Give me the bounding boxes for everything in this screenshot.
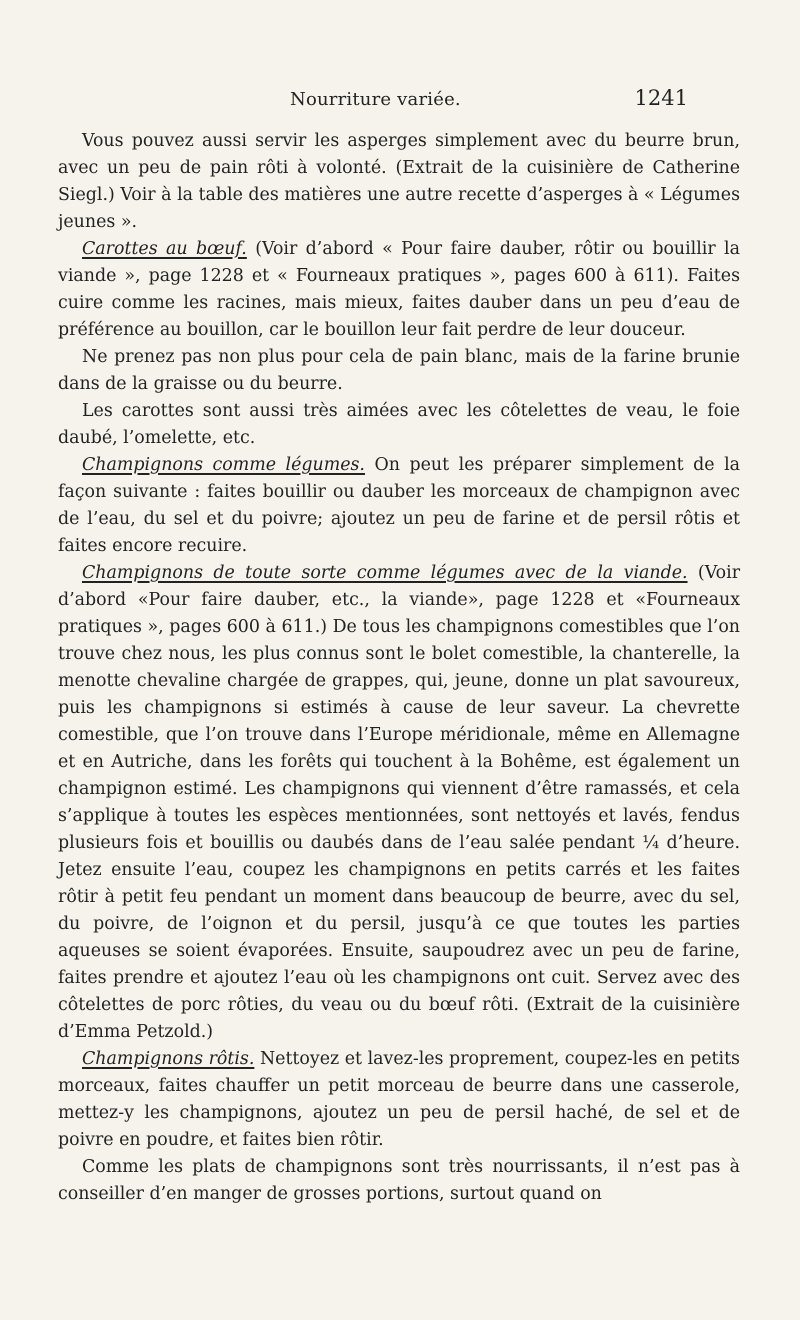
recipe-heading: Carottes au bœuf. [82,239,247,259]
paragraph-champignons-viande [58,560,740,1046]
recipe-heading: Champignons rôtis. [82,1049,255,1069]
paragraph-text: Comme les plats de champignons sont très nourrissants, il n’est pas à conseiller d’en manger de grosses portions, surtout quand on [58,1157,740,1204]
paragraph-text: Nettoyez et lavez-les proprement, coupez-les en petits morceaux, faites chauffer un petit morceau de beurre dans une casserole, mettez-y les champignons, ajoutez un peu de persil haché, de sel et de poivre en poudre, et faites bien rôtir. [58,1049,740,1150]
paragraph-asperges [58,128,740,236]
paragraph-text: (Voir d’abord «Pour faire dauber, etc., la viande», page 1228 et «Fourneaux pratiques », pages 600 à 611.) De tous les champignons comestibles que l’on trouve chez nous, les plus connus sont le bolet comestible, la chanterelle, la menotte chevaline chargée de grappes, qui, jeune, donne un plat savoureux, puis les champignons si estimés à cause de leur saveur. La chevrette comestible, que l’on trouve dans l’Europe méridionale, même en Allemagne et en Autriche, dans les forêts qui touchent à la Bohême, est également un champignon estimé. Les champignons qui viennent d’être ramassés, et cela s’applique à toutes les espèces mentionnées, sont nettoyés et lavés, fendus plusieurs fois et bouillis ou daubés dans de l’eau salée pendant ¼ d’heure. Jetez ensuite l’eau, coupez les champignons en petits carrés et les faites rôtir à petit feu pendant un moment dans beaucoup de beurre, avec du sel, du poivre, de l’oignon et du persil, jusqu’à ce que toutes les parties aqueuses se soient évaporées. Ensuite, saupoudrez avec un peu de farine, faites prendre et ajoutez l’eau où les champignons ont cuit. Servez avec des côtelettes de porc rôties, du veau ou du bœuf rôti. (Extrait de la cuisinière d’Emma Petzold.) [58,563,741,1042]
paragraph-farine [58,344,740,398]
paragraph-champignons-legumes [58,452,740,560]
paragraph-carottes [58,236,740,344]
paragraph-portions [58,1154,740,1208]
paragraph-champignons-rotis [58,1046,740,1154]
recipe-heading: Champignons de toute sorte comme légumes avec de la viande. [82,563,688,583]
page-body [58,128,740,1208]
page-number: 1241 [634,86,688,110]
paragraph-text: Ne prenez pas non plus pour cela de pain blanc, mais de la farine brunie dans de la graisse ou du beurre. [58,347,740,394]
paragraph-text: On peut les préparer simplement de la façon suivante : faites bouillir ou dauber les morceaux de champignon avec de l’eau, du sel et du poivre; ajoutez un peu de farine et de persil rôtis et faites encore recuire. [58,455,740,556]
paragraph-text: (Voir d’abord « Pour faire dauber, rôtir ou bouillir la viande », page 1228 et « Fourneaux pratiques », pages 600 à 611). Faites cuire comme les racines, mais mieux, faites dauber dans un peu d’eau de préférence au bouillon, car le bouillon leur fait perdre de leur douceur. [58,239,740,340]
paragraph-text: Vous pouvez aussi servir les asperges simplement avec du beurre brun, avec un peu de pain rôti à volonté. (Extrait de la cuisinière de Catherine Siegl.) Voir à la table des matières une autre recette d’asperges à « Légumes jeunes ». [58,131,740,232]
running-title: Nourriture variée. [290,89,461,110]
paragraph-text: Les carottes sont aussi très aimées avec les côtelettes de veau, le foie daubé, l’omelette, etc. [58,401,740,448]
recipe-heading: Champignons comme légumes. [82,455,365,475]
paragraph-carottes-veau [58,398,740,452]
running-header [290,86,688,110]
